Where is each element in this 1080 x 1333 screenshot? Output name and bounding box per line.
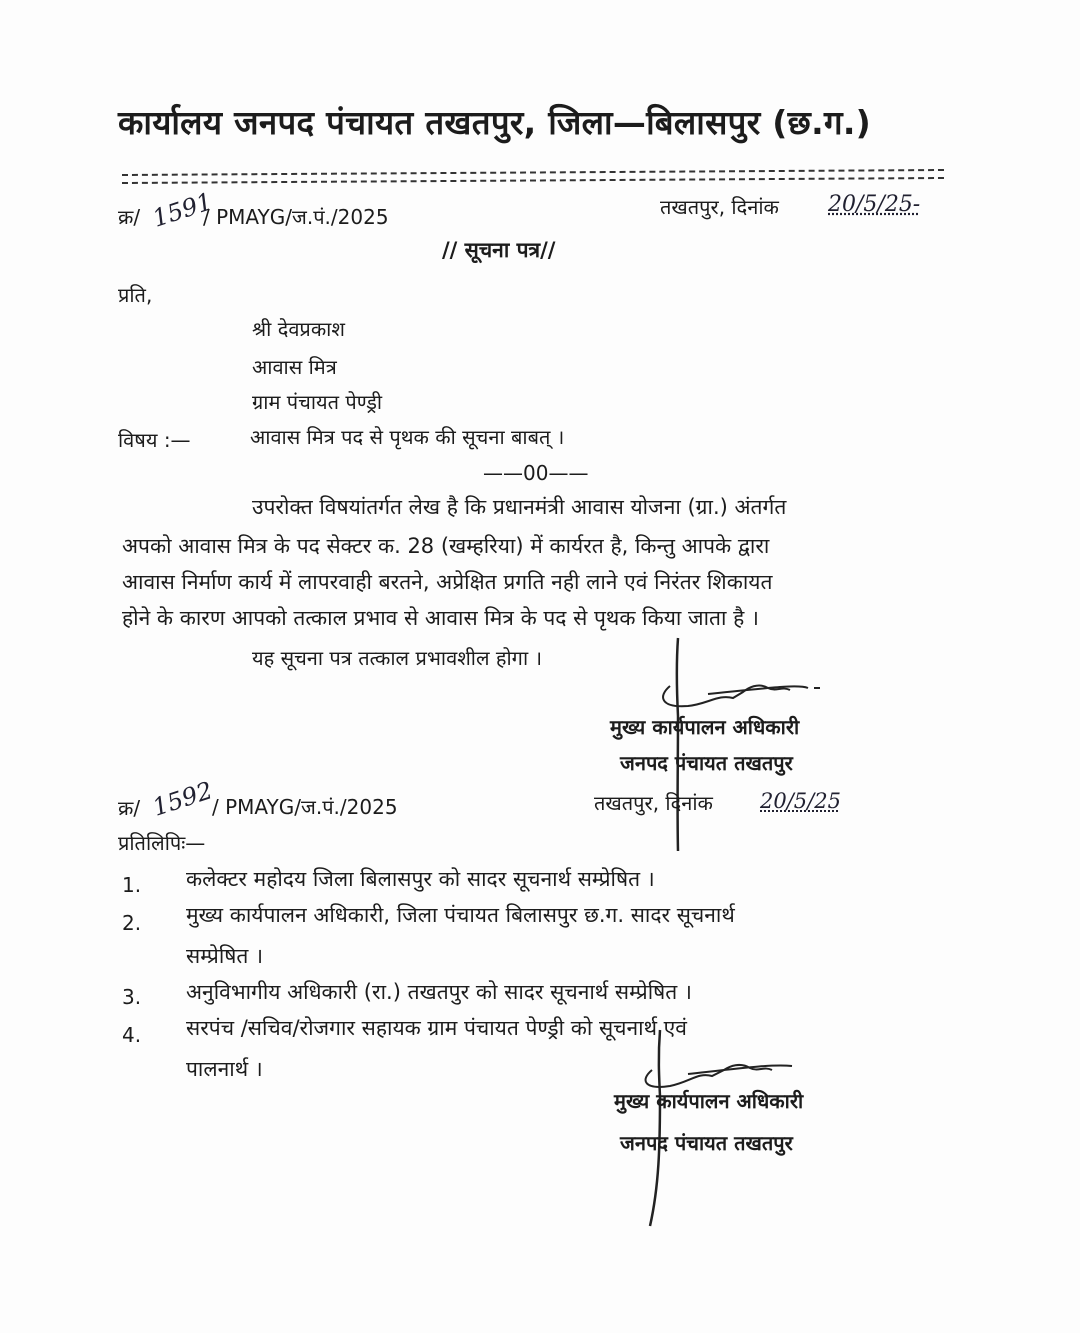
subject-text: आवास मित्र पद से पृथक की सूचना बाबत् । (250, 425, 565, 449)
ref2-code: / PMAYG/ज.पं./2025 (212, 795, 398, 819)
ref2-prefix: क्र/ (118, 796, 141, 820)
copy-item-1-num: 1. (122, 873, 142, 897)
copy-item-4-num: 4. (122, 1023, 142, 1047)
ref2-date-handwritten: 20/5/25 (760, 789, 841, 813)
signature-1-office: जनपद पंचायत तखतपुर (620, 751, 793, 775)
ref1-prefix: क्र/ (118, 205, 141, 229)
recipient-name: श्री देवप्रकाश (252, 317, 345, 341)
recipient-designation: आवास मित्र (252, 355, 337, 379)
body-line-1: उपरोक्त विषयांतर्गत लेख है कि प्रधानमंत्री आवास योजना (ग्रा.) अंतर्गत (252, 495, 787, 519)
ref1-date-handwritten: 20/5/25- (828, 192, 921, 217)
body-line-2: अपको आवास मित्र के पद सेक्टर क. 28 (खम्हरिया) में कार्यरत है, किन्तु आपके द्वारा (122, 534, 770, 558)
copy-item-3-num: 3. (122, 985, 142, 1009)
notice-title: // सूचना पत्र// (442, 238, 556, 262)
ref2-place-date-label: तखतपुर, दिनांक (594, 791, 713, 815)
copy-item-4-text: सरपंच /सचिव/रोजगार सहायक ग्राम पंचायत पेण्ड्री को सूचनार्थ एवं (186, 1016, 687, 1040)
signature-2-mark (632, 1026, 822, 1231)
subject-label: विषय :— (118, 428, 191, 452)
recipient-panchayat: ग्राम पंचायत पेण्ड्री (252, 390, 383, 414)
header-divider-second (122, 177, 944, 184)
body-closing: यह सूचना पत्र तत्काल प्रभावशील होगा । (252, 646, 543, 670)
signature-2-office: जनपद पंचायत तखतपुर (620, 1131, 793, 1155)
ref1-number-handwritten: 1591 (149, 187, 216, 233)
office-heading: कार्यालय जनपद पंचायत तखतपुर, जिला—बिलासपुर (छ.ग.) (118, 103, 872, 142)
copy-label: प्रतिलिपिः— (118, 831, 206, 855)
separator: ——00—— (483, 461, 589, 485)
signature-1-mark (648, 636, 838, 856)
body-line-4: होने के कारण आपको तत्काल प्रभाव से आवास मित्र के पद से पृथक किया जाता है । (122, 606, 759, 630)
copy-item-2-num: 2. (122, 911, 142, 935)
to-label: प्रति, (118, 283, 153, 307)
header-divider (122, 169, 944, 176)
copy-item-1-text: कलेक्टर महोदय जिला बिलासपुर को सादर सूचनार्थ सम्प्रेषित । (186, 867, 655, 891)
signature-2-designation: मुख्य कार्यपालन अधिकारी (614, 1089, 804, 1113)
ref1-place-date-label: तखतपुर, दिनांक (660, 195, 779, 219)
ref1-code: / PMAYG/ज.पं./2025 (203, 205, 389, 229)
copy-item-2-text: मुख्य कार्यपालन अधिकारी, जिला पंचायत बिलासपुर छ.ग. सादर सूचनार्थ (186, 903, 735, 927)
ref2-number-handwritten: 1592 (149, 776, 216, 822)
copy-item-3-text: अनुविभागीय अधिकारी (रा.) तखतपुर को सादर सूचनार्थ सम्प्रेषित । (186, 980, 692, 1004)
copy-item-2-text-cont: सम्प्रेषित । (186, 944, 264, 968)
signature-1-designation: मुख्य कार्यपालन अधिकारी (610, 715, 800, 739)
body-line-3: आवास निर्माण कार्य में लापरवाही बरतने, अप्रेक्षित प्रगति नही लाने एवं निरंतर शिकायत (122, 570, 773, 594)
copy-item-4-text-cont: पालनार्थ । (186, 1057, 263, 1081)
